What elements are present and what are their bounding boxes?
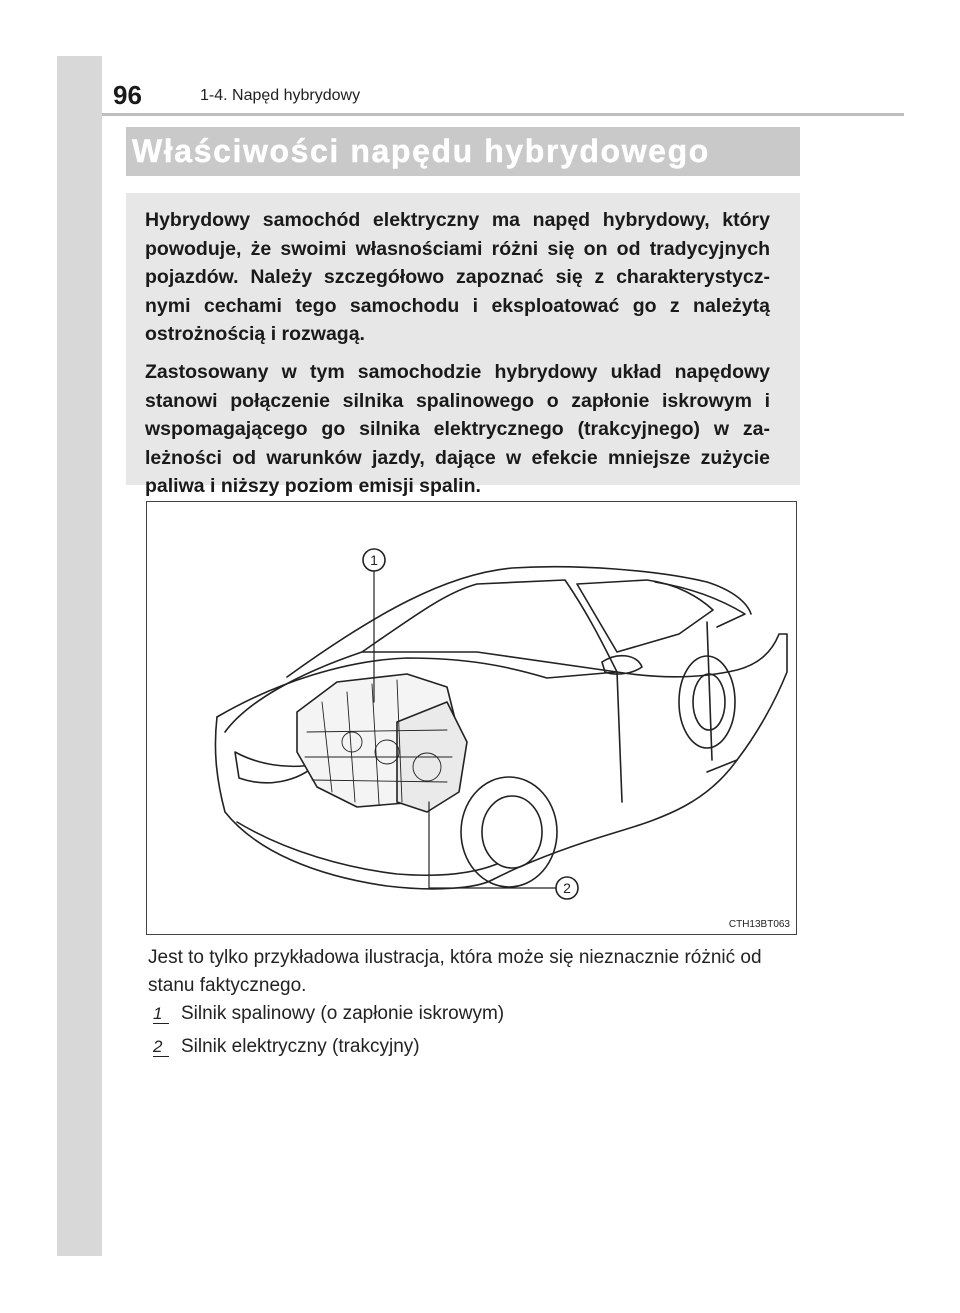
section-title: Właściwości napędu hybrydowego bbox=[132, 133, 710, 169]
intro-paragraph-2: Zastosowany w tym samochodzie hybrydowy układ napędowy stanowi połączenie silnika spalinowego o zapłonie iskrowym i wspomagającego go silnika elektrycznego (trakcyjnego) w za-leżności od warunków jazdy, dające w efekcie mniejsze zużycie paliwa i niższy poziom emisji spalin. bbox=[145, 360, 770, 498]
intro-paragraph-1: Hybrydowy samochód elektryczny ma napęd hybrydowy, który powoduje, że swoimi własnościami różni się on od tradycyjnych pojazdów. Należy szczegółowo zapoznać się z charakterystycz-nymi cechami tego samochodu i eksploatować go z należytą ostrożnością i rozwagą. bbox=[145, 209, 770, 346]
door-line bbox=[617, 672, 622, 802]
legend-text-1: Silnik spalinowy (o zapłonie iskrowym) bbox=[181, 1003, 505, 1024]
rear-window-outline bbox=[655, 582, 745, 627]
page-number: 96 bbox=[113, 80, 142, 110]
figure-code: CTH13BT063 bbox=[728, 919, 790, 930]
callout-1-label: 1 bbox=[370, 552, 378, 568]
legend-item-2 bbox=[153, 1036, 420, 1058]
side-margin-strip bbox=[57, 56, 102, 1256]
rear-wheel bbox=[679, 656, 735, 748]
figure-caption: Jest to tylko przykładowa ilustracja, która może się nieznacznie różnić od stanu faktycznego. bbox=[148, 947, 762, 996]
legend-number-2: 2 bbox=[153, 1038, 169, 1057]
legend-number-1: 1 bbox=[153, 1005, 169, 1024]
car-illustration-figure bbox=[146, 501, 797, 935]
intro-box bbox=[126, 193, 800, 498]
door-line-rear bbox=[707, 622, 712, 760]
legend-item-1 bbox=[153, 1003, 504, 1025]
front-wheel-rim bbox=[482, 796, 542, 868]
callout-2-label: 2 bbox=[563, 880, 571, 896]
section-header: 1-4. Napęd hybrydowy bbox=[200, 87, 361, 104]
legend-text-2: Silnik elektryczny (trakcyjny) bbox=[181, 1036, 420, 1057]
lower-grille bbox=[237, 822, 497, 875]
header-rule bbox=[102, 113, 904, 116]
car-roof-outline bbox=[287, 567, 751, 677]
section-title-bar bbox=[126, 127, 800, 176]
hybrid-car-illustration bbox=[147, 502, 797, 935]
